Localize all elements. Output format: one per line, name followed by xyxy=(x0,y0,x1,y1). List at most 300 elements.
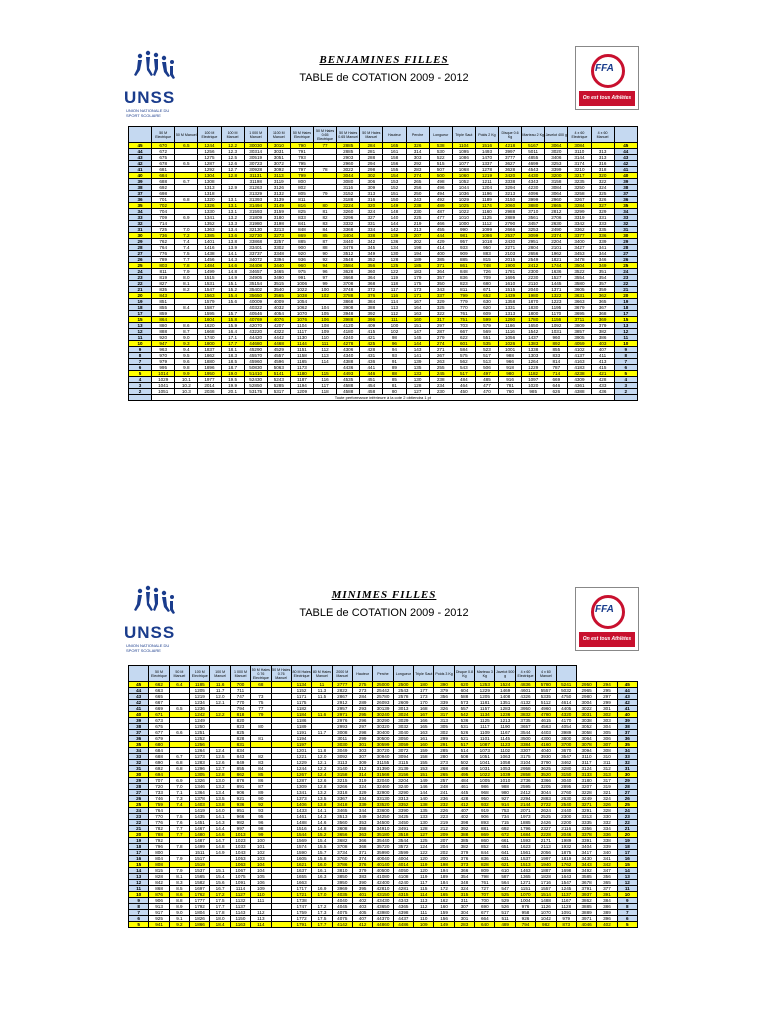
table-cell: 860 xyxy=(475,838,495,844)
table-cell: 2430 xyxy=(499,239,522,245)
table-cell: 232 xyxy=(434,802,454,808)
table-cell: 1744 xyxy=(545,263,568,269)
table-cell: 2951 xyxy=(522,239,545,245)
table-cell: 40500 xyxy=(373,868,393,874)
table-cell: 139 xyxy=(383,233,406,239)
table-cell: 1273 xyxy=(190,754,210,760)
table-cell: 212 xyxy=(434,826,454,832)
table-cell: 7.3 xyxy=(169,796,189,802)
table-cell: 1900 xyxy=(499,263,522,269)
table-cell: 396 xyxy=(597,916,617,922)
table-cell: 4076 xyxy=(267,317,290,323)
table-cell: 3044 xyxy=(536,790,556,796)
table-cell: 3554 xyxy=(568,275,591,281)
table-cell: 265 xyxy=(434,772,454,778)
table-cell: 1234 xyxy=(190,700,210,706)
table-cell: 33600 xyxy=(373,808,393,814)
table-cell: 350 xyxy=(429,281,452,287)
table-cell: 4009 xyxy=(267,299,290,305)
table-cell: 436 xyxy=(591,389,614,395)
table-cell: 102 xyxy=(314,293,337,299)
table-cell: 301 xyxy=(454,916,474,922)
table-cell: 2 xyxy=(614,389,637,395)
table-cell: 4075 xyxy=(332,910,352,916)
table-cell: 1493 xyxy=(475,149,498,155)
table-cell: 36 xyxy=(129,736,149,742)
column-header: Longueur xyxy=(393,666,413,682)
table-cell: 81 xyxy=(251,736,271,742)
table-cell: 1547 xyxy=(198,287,221,293)
table-cell: 23 xyxy=(617,814,637,820)
table-cell: 3313 xyxy=(393,796,413,802)
table-cell: 30240 xyxy=(373,712,393,718)
column-header: 4 x 60 Manuel xyxy=(536,666,556,682)
table-cell: 4183 xyxy=(568,365,591,371)
table-cell: 144 xyxy=(414,790,434,796)
table-cell: 85 xyxy=(314,233,337,239)
table-cell: 289 xyxy=(352,700,372,706)
table-cell: 1547 xyxy=(556,880,576,886)
table-cell: 338 xyxy=(360,233,383,239)
table-cell: 30723 xyxy=(244,161,267,167)
table-cell: 3049 xyxy=(332,748,352,754)
table-cell: 2300 xyxy=(556,814,576,820)
table-cell: 800 xyxy=(290,179,313,185)
table-cell: 356 xyxy=(434,694,454,700)
table-cell: 761 xyxy=(475,880,495,886)
table-cell: 185 xyxy=(406,263,429,269)
table-cell: 93 xyxy=(251,808,271,814)
table-cell: 936 xyxy=(230,802,250,808)
table-cell: 906 xyxy=(230,790,250,796)
table-cell: 17.2 xyxy=(210,892,230,898)
table-cell: 815 xyxy=(149,868,169,874)
table-cell: 1062 xyxy=(290,305,313,311)
table-cell: 296 xyxy=(352,718,372,724)
table-cell: 14.6 xyxy=(312,820,332,826)
table-cell: 1043 xyxy=(230,850,250,856)
table-cell: 2958 xyxy=(515,766,535,772)
table-cell: 3418 xyxy=(332,802,352,808)
table-cell: 4388 xyxy=(337,359,360,365)
table-cell: 675 xyxy=(152,155,175,161)
table-cell: 5317 xyxy=(267,389,290,395)
table-cell: 1439 xyxy=(499,293,522,299)
table-cell: 344 xyxy=(591,251,614,257)
table-cell: 313 xyxy=(591,149,614,155)
table-cell: 392 xyxy=(454,826,474,832)
table-cell: 14 xyxy=(617,868,637,874)
table-cell: 348 xyxy=(454,880,474,886)
table-cell: 985 xyxy=(522,389,545,395)
table-cell: 402 xyxy=(597,922,617,928)
table-cell: 876 xyxy=(149,892,169,898)
table-row xyxy=(129,778,638,784)
table-cell: 2204 xyxy=(545,239,568,245)
table-cell: 3362 xyxy=(568,227,591,233)
table-cell: 444 xyxy=(429,233,452,239)
table-cell: 142 xyxy=(383,227,406,233)
table-cell: 4563 xyxy=(536,724,556,730)
table-cell: 3625 xyxy=(536,766,556,772)
table-cell: 1053 xyxy=(230,856,250,862)
table-cell: 1636 xyxy=(545,269,568,275)
table-cell: 441 xyxy=(360,365,383,371)
table-cell: 42 xyxy=(614,161,637,167)
table-cell: 44 xyxy=(129,688,149,694)
table-cell: 1565 xyxy=(190,874,210,880)
table-cell: 3092 xyxy=(267,167,290,173)
table-cell: 4278 xyxy=(337,341,360,347)
table-cell: 81 xyxy=(314,209,337,215)
table-cell: 322 xyxy=(591,179,614,185)
table-cell: 1070 xyxy=(515,892,535,898)
table-cell: 202 xyxy=(434,850,454,856)
table-cell: 1000 xyxy=(452,221,475,227)
table-cell: 1747 xyxy=(291,904,311,910)
table-cell: 3560 xyxy=(332,820,352,826)
table-cell: 1143 xyxy=(230,910,250,916)
table-cell: 3213 xyxy=(499,191,522,197)
table-cell: 104 xyxy=(251,862,271,868)
table-cell: 14.7 xyxy=(210,838,230,844)
table-cell: 307 xyxy=(597,742,617,748)
table-cell: 1252 xyxy=(190,736,210,742)
table-cell: 111 xyxy=(314,341,337,347)
table-cell: 2889 xyxy=(499,215,522,221)
table-cell: 1582 xyxy=(190,880,210,886)
table-cell: 4054 xyxy=(267,311,290,317)
table-cell: 4180 xyxy=(337,329,360,335)
table-cell: 4108 xyxy=(393,874,413,880)
table-cell: 13.8 xyxy=(221,239,244,245)
table-cell: 620 xyxy=(475,305,498,311)
table-cell: 35990 xyxy=(373,850,393,856)
table-row xyxy=(129,838,638,844)
table-cell: 2804 xyxy=(522,245,545,251)
table-cell: 1721 xyxy=(291,892,311,898)
table-cell: 18.4 xyxy=(210,922,230,928)
table-cell: 3868 xyxy=(337,299,360,305)
table-cell: 14.8 xyxy=(210,844,230,850)
table-cell: 797 xyxy=(290,167,313,173)
ffa-logo xyxy=(575,46,639,110)
table-cell: 257 xyxy=(434,778,454,784)
table-cell: 8 xyxy=(614,353,637,359)
table-cell: 41 xyxy=(129,167,152,173)
table-cell: 1326 xyxy=(198,203,221,209)
table-cell: 17.7 xyxy=(221,341,244,347)
table-row xyxy=(129,910,638,916)
table-cell: 692 xyxy=(149,766,169,772)
table-cell: 226 xyxy=(434,808,454,814)
table-cell: 4405 xyxy=(556,706,576,712)
table-cell: 402 xyxy=(454,814,474,820)
table-cell: 43650 xyxy=(373,904,393,910)
table-cell: 167 xyxy=(406,299,429,305)
table-cell: 245 xyxy=(429,371,452,377)
table-cell: 3580 xyxy=(568,281,591,287)
table-cell: 13 xyxy=(129,874,149,880)
table-cell: 104 xyxy=(251,868,271,874)
table-cell: 3038 xyxy=(576,718,596,724)
table-cell: 12.9 xyxy=(221,185,244,191)
table-cell: 1351 xyxy=(495,700,515,706)
table-cell: 263 xyxy=(429,359,452,365)
table-cell: 40769 xyxy=(244,317,267,323)
table-cell: 379 xyxy=(434,688,454,694)
table-cell: 3930 xyxy=(536,754,556,760)
table-cell: 3094 xyxy=(576,748,596,754)
table-cell: 11 xyxy=(614,335,637,341)
table-cell: 844 xyxy=(475,850,495,856)
table-cell: 351 xyxy=(591,269,614,275)
table-cell: 29 xyxy=(617,778,637,784)
table-cell: 3790 xyxy=(536,760,556,766)
table-cell: 22 xyxy=(617,820,637,826)
table-cell: 9.8 xyxy=(175,365,198,371)
table-cell: 29 xyxy=(614,239,637,245)
table-cell: 267 xyxy=(429,353,452,359)
table-cell: 3711 xyxy=(568,317,591,323)
table-cell: 733 xyxy=(149,790,169,796)
table-cell: 3760 xyxy=(332,856,352,862)
table-cell: 315 xyxy=(454,892,474,898)
table-cell: 2965 xyxy=(576,688,596,694)
table-cell: 3200 xyxy=(545,173,568,179)
table-cell: 3710 xyxy=(522,209,545,215)
table-cell: 297 xyxy=(597,694,617,700)
table-cell: 1186 xyxy=(499,323,522,329)
table-cell: 117 xyxy=(414,880,434,886)
table-cell: 271 xyxy=(429,347,452,353)
table-cell: 302 xyxy=(597,712,617,718)
table-cell: 133 xyxy=(406,371,429,377)
table-row xyxy=(129,832,638,838)
table-cell: 4543 xyxy=(522,167,545,173)
table-cell: 990 xyxy=(452,227,475,233)
table-cell: 379 xyxy=(352,868,372,874)
table-cell: 3133 xyxy=(576,772,596,778)
column-header: 50 M Haies 0.76 Manuel xyxy=(272,667,291,680)
table-cell: 7.5 xyxy=(175,251,198,257)
table-cell: 26 xyxy=(129,796,149,802)
table-cell: 256 xyxy=(406,185,429,191)
table-cell: 35 xyxy=(129,203,152,209)
table-cell: 26093 xyxy=(373,700,393,706)
table-cell: 110 xyxy=(251,892,271,898)
table-cell: 349 xyxy=(352,814,372,820)
table-cell: 30030 xyxy=(244,143,267,149)
table-cell: 41 xyxy=(129,706,149,712)
table-row xyxy=(129,880,638,886)
table-cell: 703 xyxy=(452,323,475,329)
table-cell: 1371 xyxy=(545,287,568,293)
table-cell: 7 xyxy=(129,910,149,916)
table-cell: 1519 xyxy=(190,862,210,868)
table-cell: 494 xyxy=(429,191,452,197)
table-cell: 2903 xyxy=(337,155,360,161)
table-cell: 3809 xyxy=(568,323,591,329)
table-cell: 2656 xyxy=(522,251,545,257)
table-cell: 1144 xyxy=(290,341,313,347)
table-cell: 4207 xyxy=(267,323,290,329)
table-cell: 3748 xyxy=(337,287,360,293)
table-cell: 281 xyxy=(360,149,383,155)
table-cell: 1287 xyxy=(198,161,221,167)
table-cell: 8.8 xyxy=(169,898,189,904)
table-cell: 1158 xyxy=(290,353,313,359)
table-cell: 4557 xyxy=(267,353,290,359)
table-cell: 3253 xyxy=(522,227,545,233)
table-cell: 3213 xyxy=(267,227,290,233)
table-cell: 33868 xyxy=(244,239,267,245)
table-cell: 842 xyxy=(149,880,169,886)
table-cell: 79 xyxy=(251,712,271,718)
table-cell: 12.8 xyxy=(312,784,332,790)
table-row xyxy=(129,886,638,892)
table-cell: 880 xyxy=(152,323,175,329)
table-cell: 14.9 xyxy=(210,850,230,856)
table-cell: 27 xyxy=(129,790,149,796)
table-cell: 1219 xyxy=(190,694,210,700)
table-cell: 982 xyxy=(230,820,250,826)
table-cell: 888 xyxy=(152,329,175,335)
table-cell: 335 xyxy=(591,227,614,233)
table-cell: 704 xyxy=(152,209,175,215)
table-cell: 10.1 xyxy=(175,377,198,383)
table-cell: 27 xyxy=(129,251,152,257)
table-cell: 1655 xyxy=(291,874,311,880)
table-cell: 6 xyxy=(129,916,149,922)
table-cell: 3250 xyxy=(568,185,591,191)
table-cell: 1116 xyxy=(499,329,522,335)
table-cell: 325 xyxy=(429,305,452,311)
table-cell: 400 xyxy=(429,251,452,257)
table-cell: 3348 xyxy=(267,251,290,257)
table-cell: 1880 xyxy=(198,359,221,365)
table-cell: 15.8 xyxy=(221,317,244,323)
table-cell: 7.2 xyxy=(175,233,198,239)
table-row xyxy=(129,796,638,802)
section2-subtitle: TABLE de COTATION 2009 - 2012 xyxy=(299,607,469,619)
table-cell: 3150 xyxy=(556,772,576,778)
table-cell: 317 xyxy=(429,317,452,323)
table-cell: 16.7 xyxy=(210,886,230,892)
table-cell: 1060 xyxy=(452,173,475,179)
table-cell: 236 xyxy=(434,796,454,802)
table-cell: 2950 xyxy=(576,682,596,688)
table-cell: 1516 xyxy=(291,826,311,832)
table-cell: 17.7 xyxy=(210,904,230,910)
table-cell: 1236 xyxy=(190,706,210,712)
table-cell: 1067 xyxy=(230,868,250,874)
table-cell: 34910 xyxy=(373,826,393,832)
table-cell: 15.4 xyxy=(312,838,332,844)
table-cell: 913 xyxy=(149,904,169,910)
table-cell: 92 xyxy=(251,802,271,808)
table-cell: 152 xyxy=(383,185,406,191)
table-cell: 8.9 xyxy=(169,904,189,910)
table-cell: 3110 xyxy=(576,754,596,760)
table-cell: 1023 xyxy=(230,838,250,844)
table-cell: 11.5 xyxy=(312,694,332,700)
table-cell: 2736 xyxy=(515,778,535,784)
table-cell: 12.8 xyxy=(210,772,230,778)
table-cell: 10 xyxy=(129,892,149,898)
table-cell: 38 xyxy=(129,185,152,191)
table-cell: 2760 xyxy=(556,790,576,796)
table-cell: 3266 xyxy=(332,784,352,790)
table-cell: 18.7 xyxy=(221,365,244,371)
table-cell: 18 xyxy=(617,844,637,850)
table-cell: 3656 xyxy=(332,832,352,838)
column-header: 4 x 60 Electrique xyxy=(515,666,535,682)
table-cell: 280 xyxy=(434,754,454,760)
table-cell: 936 xyxy=(290,257,313,263)
table-cell: 529 xyxy=(495,898,515,904)
table-cell: 14 xyxy=(129,868,149,874)
table-row xyxy=(129,808,638,814)
column-header: Disque 0.6 Kg xyxy=(499,127,522,143)
table-cell: 622 xyxy=(452,335,475,341)
table-cell: 700 xyxy=(475,898,495,904)
table-cell: 396 xyxy=(360,317,383,323)
table-cell: 2015 xyxy=(499,257,522,263)
column-header: 1 000 M Manuel xyxy=(230,666,250,682)
table-cell: 1740 xyxy=(198,335,221,341)
table-cell: 6 xyxy=(617,916,637,922)
table-cell: 98 xyxy=(383,335,406,341)
table-cell: 39 xyxy=(614,179,637,185)
table-cell: 1358 xyxy=(499,299,522,305)
table-cell: 407 xyxy=(352,916,372,922)
table-cell: 3668 xyxy=(337,275,360,281)
table-cell: 35720 xyxy=(373,844,393,850)
table-cell: 402 xyxy=(352,898,372,904)
table-cell: 816 xyxy=(290,203,313,209)
table-cell xyxy=(129,395,152,401)
table-cell: 751 xyxy=(452,317,475,323)
table-cell: 562 xyxy=(452,359,475,365)
table-cell: 825 xyxy=(230,730,250,736)
table-cell: 4398 xyxy=(393,910,413,916)
table-cell: 461 xyxy=(454,784,474,790)
table-cell: 811 xyxy=(290,197,313,203)
table-cell: 324 xyxy=(454,886,474,892)
table-cell: 764 xyxy=(149,808,169,814)
table-cell: 815 xyxy=(475,257,498,263)
table-cell: 3318 xyxy=(332,790,352,796)
table-cell: 3969 xyxy=(332,886,352,892)
table-cell: 4437 xyxy=(393,916,413,922)
table-cell: 316 xyxy=(591,161,614,167)
table-cell: 8.1 xyxy=(169,874,189,880)
table-cell: 140 xyxy=(383,215,406,221)
table-cell: 3240 xyxy=(393,784,413,790)
table-cell: 11 xyxy=(129,335,152,341)
table-cell: 16.1 xyxy=(312,868,332,874)
table-cell: 16.0 xyxy=(312,862,332,868)
table-cell: 4 xyxy=(614,377,637,383)
table-cell: 94 xyxy=(383,347,406,353)
table-cell: 3158 xyxy=(332,772,352,778)
table-cell: 42 xyxy=(129,161,152,167)
table-cell: 333 xyxy=(591,221,614,227)
table-cell: 1684 xyxy=(515,832,535,838)
table-row xyxy=(129,826,638,832)
table-cell: 77 xyxy=(251,706,271,712)
